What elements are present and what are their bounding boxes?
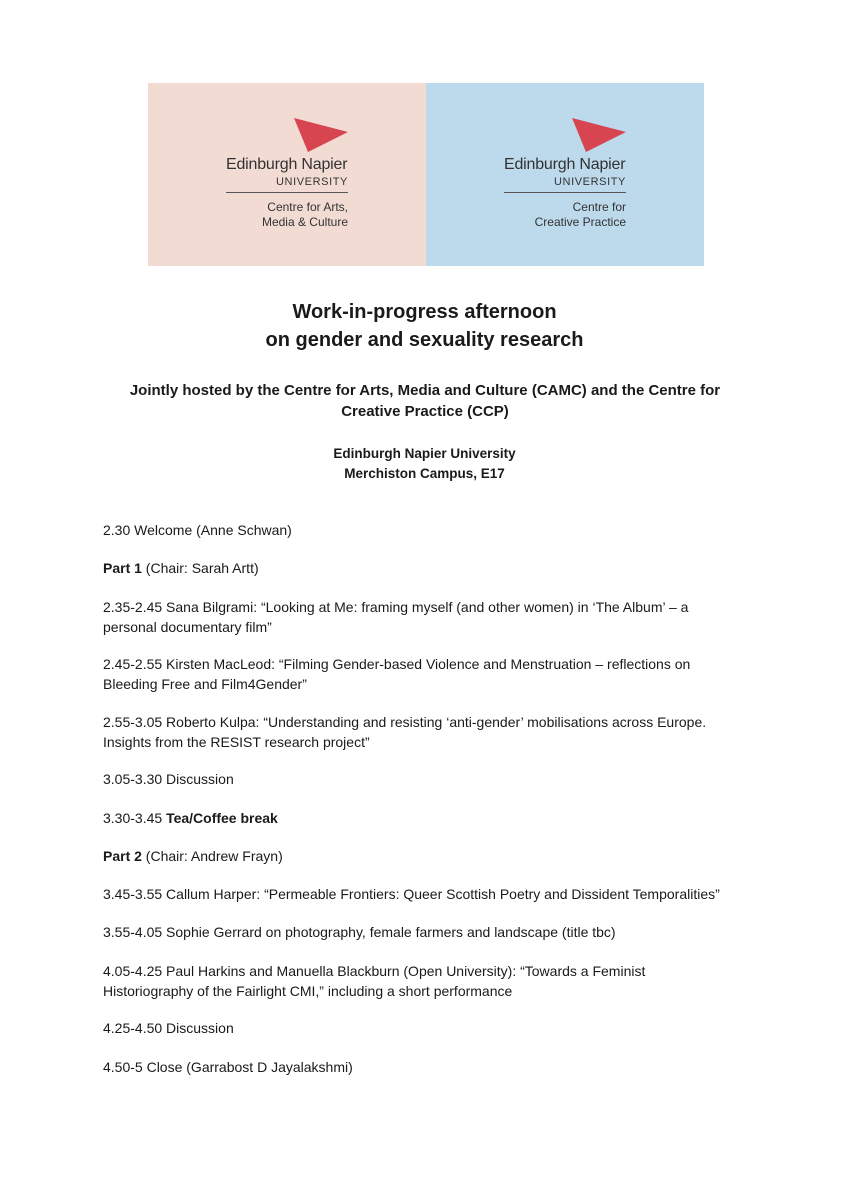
part2-chair: (Chair: Andrew Frayn) bbox=[141, 848, 283, 864]
university-name: Edinburgh Napier bbox=[226, 156, 348, 173]
logo-divider bbox=[226, 192, 348, 193]
programme-item-close: 4.50-5 Close (Garrabost D Jayalakshmi) bbox=[103, 1059, 353, 1075]
centre-name-line2: Media & Culture bbox=[261, 215, 348, 229]
university-sub: UNIVERSITY bbox=[275, 176, 348, 188]
programme-item-talk6 bbox=[103, 961, 753, 1001]
napier-triangle-icon bbox=[572, 118, 626, 152]
programme-item-talk3 bbox=[103, 712, 753, 752]
camc-logo-panel bbox=[148, 83, 426, 266]
talk2-line2: Bleeding Free and Film4Gender” bbox=[103, 676, 307, 692]
programme-item-talk5: 3.55-4.05 Sophie Gerrard on photography, female farmers and landscape (title tbc) bbox=[103, 924, 616, 940]
venue-line2: Merchiston Campus, E17 bbox=[344, 466, 505, 481]
break-label: Tea/Coffee break bbox=[166, 810, 278, 826]
talk3-line1: 2.55-3.05 Roberto Kulpa: “Understanding and resisting ‘anti-gender’ mobilisations across Europe. bbox=[103, 714, 707, 730]
centre-name bbox=[504, 200, 626, 230]
programme-item-discussion2: 4.25-4.50 Discussion bbox=[103, 1020, 234, 1036]
part1-heading bbox=[103, 558, 753, 578]
venue bbox=[0, 444, 849, 484]
hosts-subtitle bbox=[110, 380, 740, 422]
talk2-line1: 2.45-2.55 Kirsten MacLeod: “Filming Gender-based Violence and Menstruation – reflections on bbox=[103, 656, 691, 672]
header-banner bbox=[148, 83, 704, 266]
centre-name-line2: Creative Practice bbox=[534, 215, 626, 229]
page-title-line1: Work-in-progress afternoon bbox=[292, 301, 557, 323]
university-name: Edinburgh Napier bbox=[504, 156, 626, 173]
part1-chair: (Chair: Sarah Artt) bbox=[141, 560, 259, 576]
centre-name bbox=[226, 200, 348, 230]
part2-heading bbox=[103, 846, 753, 866]
ccp-logo-panel bbox=[426, 83, 704, 266]
talk1-line2: personal documentary film” bbox=[103, 619, 272, 635]
programme-item-talk1 bbox=[103, 597, 753, 637]
programme-item-talk4: 3.45-3.55 Callum Harper: “Permeable Frontiers: Queer Scottish Poetry and Dissident Temporalities” bbox=[103, 886, 720, 902]
part1-label: Part 1 bbox=[103, 560, 142, 576]
programme-item-talk2 bbox=[103, 654, 753, 694]
centre-name-line1: Centre for Arts, bbox=[267, 200, 348, 214]
napier-triangle-icon bbox=[294, 118, 348, 152]
part2-label: Part 2 bbox=[103, 848, 142, 864]
talk1-line1: 2.35-2.45 Sana Bilgrami: “Looking at Me: framing myself (and other women) in ‘The Album’ – a bbox=[103, 599, 689, 615]
centre-name-line1: Centre for bbox=[572, 200, 626, 214]
subtitle-line1: Jointly hosted by the Centre for Arts, Media and Culture (CAMC) and the Centre for bbox=[129, 382, 721, 399]
talk6-line1: 4.05-4.25 Paul Harkins and Manuella Blackburn (Open University): “Towards a Feminist bbox=[103, 963, 646, 979]
page-title bbox=[0, 298, 849, 354]
page-title-line2: on gender and sexuality research bbox=[265, 329, 584, 351]
venue-line1: Edinburgh Napier University bbox=[333, 446, 516, 461]
university-sub: UNIVERSITY bbox=[553, 176, 626, 188]
talk3-line2: Insights from the RESIST research project” bbox=[103, 734, 370, 750]
talk6-line2: Historiography of the Fairlight CMI,” including a short performance bbox=[103, 983, 513, 999]
programme-item-discussion1: 3.05-3.30 Discussion bbox=[103, 771, 234, 787]
subtitle-line2: Creative Practice (CCP) bbox=[341, 403, 509, 420]
programme-item-break bbox=[103, 808, 753, 828]
logo-divider bbox=[504, 192, 626, 193]
programme-item-welcome: 2.30 Welcome (Anne Schwan) bbox=[103, 522, 292, 538]
break-time: 3.30-3.45 bbox=[103, 810, 167, 826]
